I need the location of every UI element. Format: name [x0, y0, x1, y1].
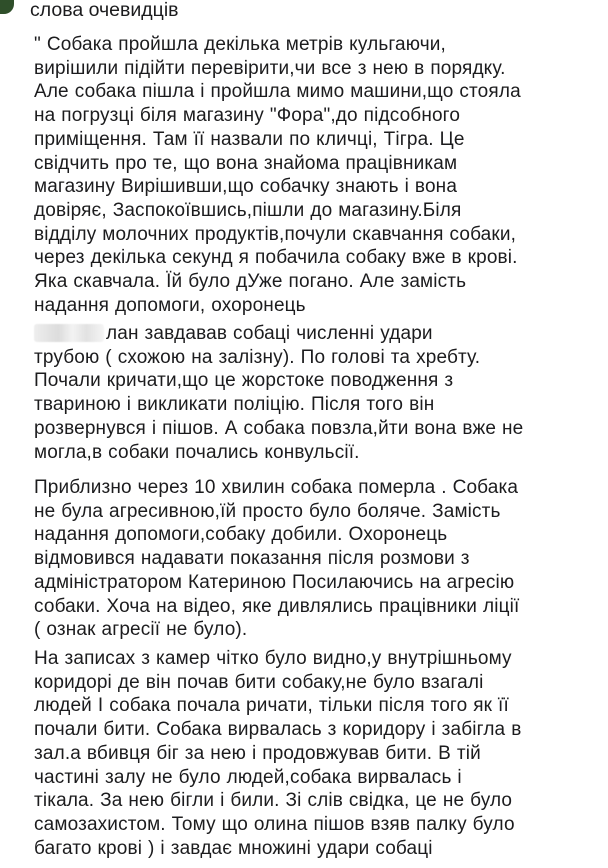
- text-line: свідчить про те, що вона знайома працівникам: [34, 152, 458, 174]
- text-line: магазину Вирішивши,що собачку знають і вона: [34, 176, 458, 198]
- post-header: слова очевидців: [30, 0, 179, 21]
- text-line: вирішили підійти перевірити,чи все з нею в порядку.: [34, 57, 506, 79]
- text-line: відділу молочних продуктів,почули скавчання собаки,: [34, 223, 517, 245]
- text-line: ( ознак агресії не було).: [34, 619, 248, 641]
- text-line: Але собака пішла і пройшла мимо машини,що стояла: [34, 81, 521, 103]
- text-line: коридорі де він почав бити собаку,не було взагалі: [34, 671, 484, 693]
- text-line: частині залу не було людей,собака вирвалась і: [34, 766, 462, 788]
- text-line: людей І собака почала ричати, тільки після того як її: [34, 695, 509, 717]
- text-line: на погрузці біля магазину "Фора",до підсобного: [34, 105, 461, 127]
- text-line: почали бити. Собака вирвалась з коридору і забігла в: [34, 719, 522, 741]
- text-line: Приблизно через 10 хвилин собака померла . Собака: [34, 477, 519, 498]
- text-line: розвернувся і пішов. А собака повзла,йти вона вже не: [34, 417, 524, 439]
- paragraph-4: [34, 647, 521, 860]
- text-line: багато крові ) і завдає множині удари собаці: [34, 837, 433, 859]
- text-line: адміністратором Катериною Посилаючись на агресію: [34, 571, 515, 593]
- text-line: через декілька секунд я побачила собаку вже в крові.: [34, 247, 518, 269]
- text-line: могла,в собаки почались конвульсії.: [34, 441, 360, 463]
- text-line: не була агресивною,їй просто було боляче. Замість: [34, 500, 501, 522]
- paragraph-2: [34, 322, 523, 464]
- text-line: тікала. За нею бігли і били. Зі слів свідка, це не було: [34, 790, 513, 812]
- text-line: довіряє, Заспокоївшись,пішли до магазину.Біля: [34, 199, 462, 221]
- text-line: На записах з камер чітко було видно,у внутрішньому: [34, 648, 512, 669]
- text-line: Почали кричати,що це жорстоке поводження з: [34, 370, 454, 392]
- text-line: самозахистом. Тому що олина пішов взяв палку було: [34, 813, 515, 835]
- text-line: Яка скавчала. Їй було дУже погано. Але замість: [34, 271, 467, 293]
- paragraph-3: [34, 476, 519, 642]
- text-line: трубою ( схожою на залізну). По голові та хребту.: [34, 346, 481, 368]
- text-line: зал.а вбивця біг за нею і продовжував бити. В тій: [34, 742, 481, 764]
- text-line-with-redaction: [34, 322, 523, 346]
- text-line: приміщення. Там її назвали по кличці, Тігра. Це: [34, 128, 465, 150]
- corner-avatar-fragment: [0, 0, 14, 14]
- paragraph-1: [34, 33, 521, 317]
- text-line: надання допомоги,собаку добили. Охоронець: [34, 524, 448, 546]
- redacted-name-blur: [34, 324, 104, 342]
- text-line: твариною і викликати поліцію. Після того він: [34, 394, 435, 416]
- text-line: відмовився надавати показання після розмови з: [34, 548, 470, 570]
- text-line: собаки. Хоча на відео, яке дивлялись працівники ліції: [34, 595, 520, 617]
- text-line: " Собака пройшла декілька метрів кульгаючи,: [34, 34, 446, 55]
- text-line: надання допомоги, охоронець: [34, 294, 306, 316]
- text-line: лан завдавав собаці численні удари: [106, 323, 433, 344]
